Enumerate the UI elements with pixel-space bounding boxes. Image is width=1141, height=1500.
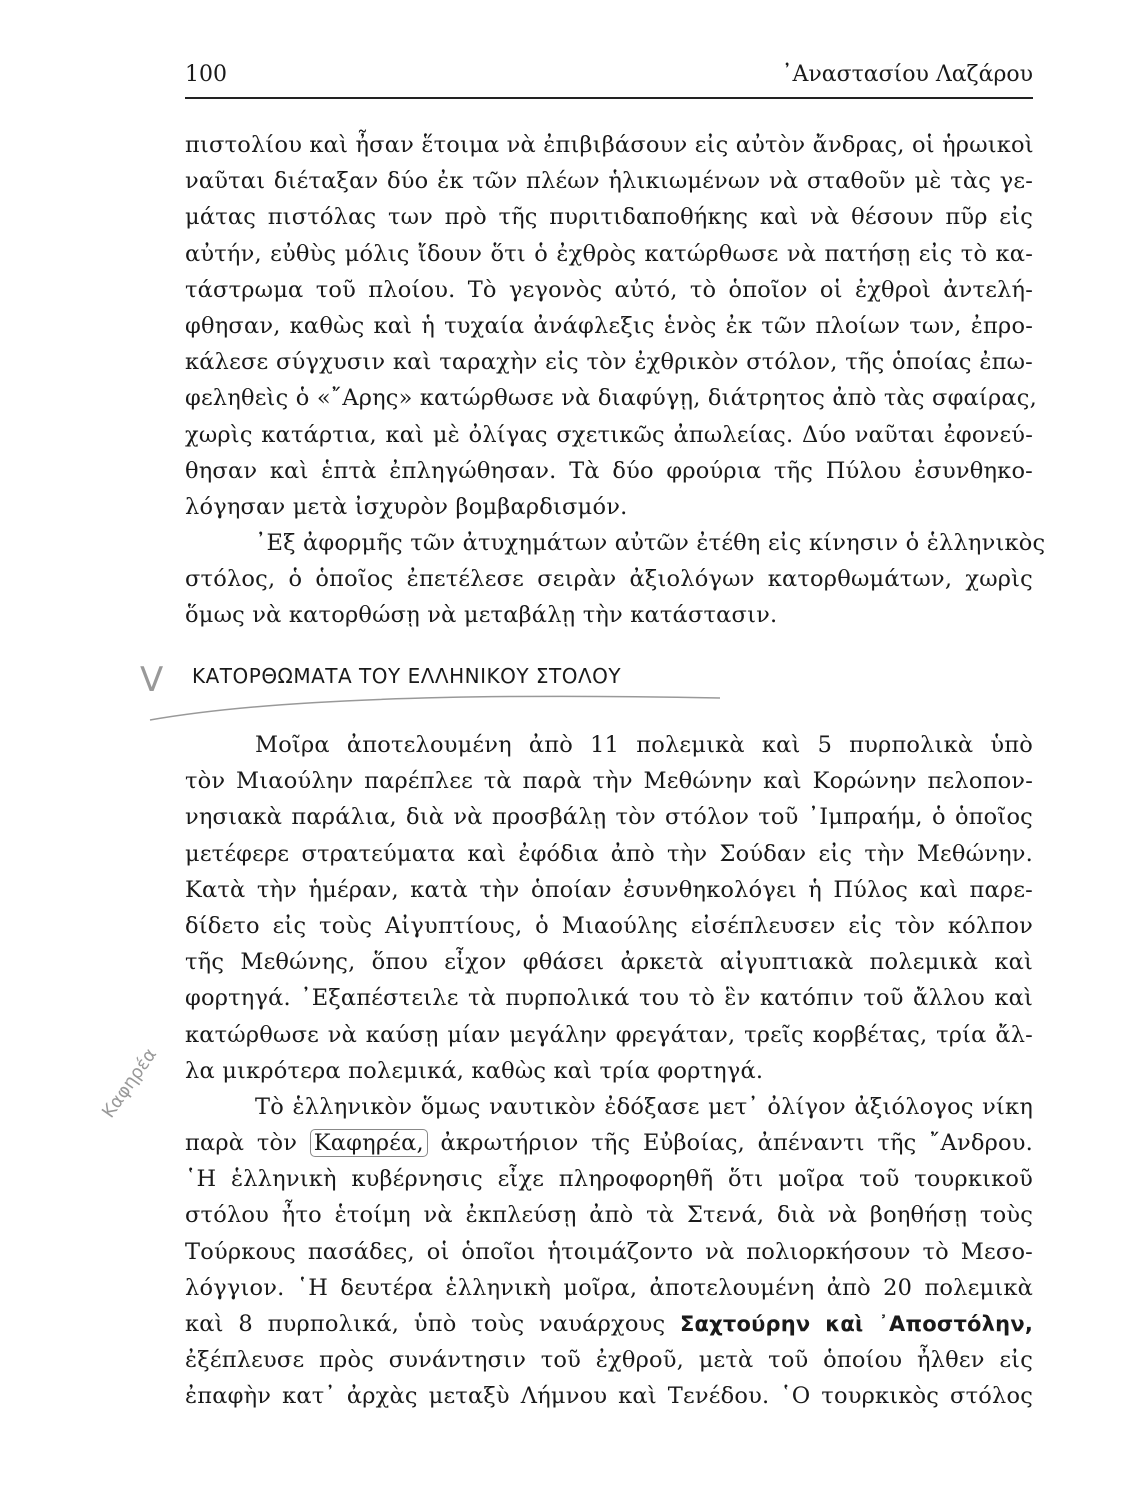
text-line: νησιακὰ παράλια, διὰ νὰ προσβάλῃ τὸν στόλον τοῦ ᾽Ιμπραήμ, ὁ ὁποῖος xyxy=(185,804,1033,831)
text-line: κάλεσε σύγχυσιν καὶ ταραχὴν εἰς τὸν ἐχθρικὸν στόλον, τῆς ὁποίας ἐπω- xyxy=(185,349,1033,376)
text-line: τάστρωμα τοῦ πλοίου. Τὸ γεγονὸς αὐτό, τὸ ὁποῖον οἱ ἐχθροὶ ἀντελή- xyxy=(185,276,1033,303)
text-line: φεληθεὶς ὁ «῎Αρης» κατώρθωσε νὰ διαφύγῃ, διάτρητος ἀπὸ τὰς σφαίρας, xyxy=(185,385,1037,412)
circled-word: Καφηρέα, xyxy=(310,1129,428,1157)
page-number: 100 xyxy=(185,62,227,87)
text-line: αὐτήν, εὐθὺς μόλις ἴδουν ὅτι ὁ ἐχθρὸς κατώρθωσε νὰ πατήσῃ εἰς τὸ κα- xyxy=(185,240,1033,267)
text-line: Κατὰ τὴν ἡμέραν, κατὰ τὴν ὁποίαν ἐσυνθηκολόγει ἡ Πύλος καὶ παρε- xyxy=(185,876,1033,903)
pencil-margin-note: Καφηρέα xyxy=(98,1044,162,1123)
pencil-underline xyxy=(120,680,740,730)
text-line: πιστολίου καὶ ἦσαν ἕτοιμα νὰ ἐπιβιβάσουν εἰς αὐτὸν ἄνδρας, οἱ ἡρωικοὶ xyxy=(185,132,1034,158)
text-line: φθησαν, καθὼς καὶ ἡ τυχαία ἀνάφλεξις ἑνὸς ἐκ τῶν πλοίων των, ἐπρο- xyxy=(185,312,1033,339)
text-line: ναῦται διέταξαν δύο ἐκ τῶν πλέων ἡλικιωμένων νὰ σταθοῦν μὲ τὰς γε- xyxy=(185,168,1033,195)
text-line: Τὸ ἑλληνικὸν ὅμως ναυτικὸν ἐδόξασε μετ᾽ ὀλίγον ἀξιόλογος νίκη xyxy=(255,1093,1033,1120)
text-line: στόλου ἦτο ἑτοίμη νὰ ἐκπλεύσῃ ἀπὸ τὰ Στενά, διὰ νὰ βοηθήσῃ τοὺς xyxy=(185,1202,1033,1229)
text-line: Τούρκους πασάδες, οἱ ὁποῖοι ἡτοιμάζοντο νὰ πολιορκήσουν τὸ Μεσο- xyxy=(185,1238,1033,1265)
text-line: λόγησαν μετὰ ἰσχυρὸν βομβαρδισμόν. xyxy=(185,493,628,520)
section-heading: ΚΑΤΟΡΘΩΜΑΤΑ ΤΟΥ ΕΛΛΗΝΙΚΟΥ ΣΤΟΛΟΥ xyxy=(192,664,622,688)
text-line: ἐξέπλευσε πρὸς συνάντησιν τοῦ ἐχθροῦ, μετὰ τοῦ ὁποίου ἦλθεν εἰς xyxy=(185,1347,1033,1374)
running-header xyxy=(185,62,1033,96)
text-line: ἐπαφὴν κατ᾽ ἀρχὰς μεταξὺ Λήμνου καὶ Τενέδου. ῾Ο τουρκικὸς στόλος xyxy=(185,1383,1033,1410)
text-line: τῆς Μεθώνης, ὅπου εἶχον φθάσει ἀρκετὰ αἰγυπτιακὰ πολεμικὰ καὶ xyxy=(185,949,1033,976)
text-span: παρὰ τὸν xyxy=(185,1130,298,1157)
text-line: ὅμως νὰ κατορθώσῃ νὰ μεταβάλῃ τὴν κατάστασιν. xyxy=(185,602,778,629)
header-rule xyxy=(185,97,1033,99)
text-line: θησαν καὶ ἑπτὰ ἐπληγώθησαν. Τὰ δύο φρούρια τῆς Πύλου ἐσυνθηκο- xyxy=(185,457,1033,484)
text-line: λόγγιον. ῾Η δευτέρα ἑλληνικὴ μοῖρα, ἀποτελουμένη ἀπὸ 20 πολεμικὰ xyxy=(185,1274,1033,1301)
text-span: καὶ 8 πυρπολικά, ὑπὸ τοὺς ναυάρχους xyxy=(185,1311,666,1337)
text-line: μάτας πιστόλας των πρὸ τῆς πυριτιδαποθήκης καὶ νὰ θέσουν πῦρ εἰς xyxy=(185,204,1033,231)
section-1 xyxy=(185,127,1046,634)
text-line: φορτηγά. ᾽Εξαπέστειλε τὰ πυρπολικά του τὸ ἓν κατόπιν τοῦ ἄλλου καὶ xyxy=(185,985,1033,1012)
text-line: τὸν Μιαούλην παρέπλεε τὰ παρὰ τὴν Μεθώνην καὶ Κορώνην πελοπον- xyxy=(185,768,1033,795)
text-line: κατώρθωσε νὰ καύσῃ μίαν μεγάλην φρεγάταν, τρεῖς κορβέτας, τρία ἄλ- xyxy=(185,1021,1033,1048)
text-line: δίδετο εἰς τοὺς Αἰγυπτίους, ὁ Μιαούλης εἰσέπλευσεν εἰς τὸν κόλπον xyxy=(185,912,1033,939)
section-2 xyxy=(185,727,1033,1415)
text-line: ᾽Εξ ἀφορμῆς τῶν ἀτυχημάτων αὐτῶν ἐτέθη εἰς κίνησιν ὁ ἑλληνικὸς xyxy=(255,530,1046,557)
text-line: Μοῖρα ἀποτελουμένη ἀπὸ 11 πολεμικὰ καὶ 5 πυρπολικὰ ὑπὸ xyxy=(255,732,1033,758)
pencil-check-mark: V xyxy=(140,660,164,700)
text-line xyxy=(185,1306,1033,1342)
text-line: λα μικρότερα πολεμικά, καθὼς καὶ τρία φορτηγά. xyxy=(185,1057,764,1084)
running-author: ᾽Αναστασίου Λαζάρου xyxy=(781,62,1033,87)
bold-names: Σαχτούρην καὶ ᾽Αποστόλην, xyxy=(680,1312,1034,1336)
text-line xyxy=(185,1125,1033,1161)
text-line: ῾Η ἑλληνικὴ κυβέρνησις εἶχε πληροφορηθῆ ὅτι μοῖρα τοῦ τουρκικοῦ xyxy=(185,1166,1033,1193)
text-line: χωρὶς κατάρτια, καὶ μὲ ὀλίγας σχετικῶς ἀπωλείας. Δύο ναῦται ἐφονεύ- xyxy=(185,421,1033,448)
text-line: στόλος, ὁ ὁποῖος ἐπετέλεσε σειρὰν ἀξιολόγων κατορθωμάτων, χωρὶς xyxy=(185,566,1033,593)
text-span: ἀκρωτήριον τῆς Εὐβοίας, ἀπέναντι τῆς ῎Ανδρου. xyxy=(440,1130,1034,1157)
text-line: μετέφερε στρατεύματα καὶ ἐφόδια ἀπὸ τὴν Σούδαν εἰς τὴν Μεθώνην. xyxy=(185,840,1033,867)
